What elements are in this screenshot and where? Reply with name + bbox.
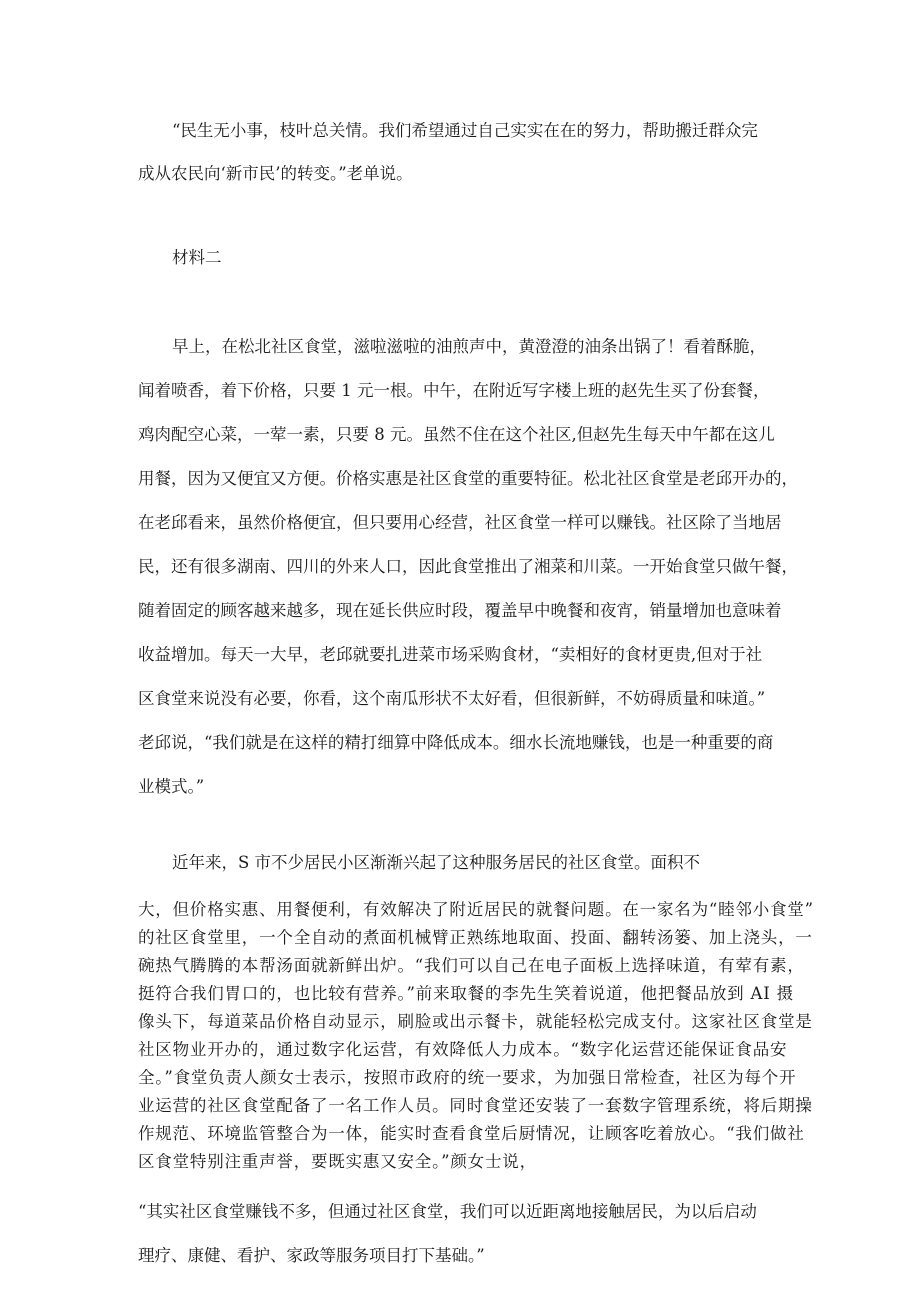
para4-line-2: 理疗、康健、看护、家政等服务项目打下基础。” — [138, 1246, 485, 1265]
para3-line-3: 的社区食堂里，一个全自动的煮面机械臂正熟练地取面、投面、翻转汤篓、加上浇头，一 — [138, 928, 813, 947]
para3-line-1: 近年来，S 市不少居民小区渐渐兴起了这种服务居民的社区食堂。面积不 — [172, 853, 701, 872]
para3-line-2: 大，但价格实惠、用餐便利，有效解决了附近居民的就餐问题。在一家名为“睦邻小食堂” — [138, 900, 814, 919]
para2-line-2: 闻着喷香，着下价格，只要 1 元一根。中午，在附近写字楼上班的赵先生买了份套餐， — [138, 381, 770, 400]
section-heading: 材料二 — [172, 248, 222, 267]
para2-line-9: 区食堂来说没有必要，你看，这个南瓜形状不太好看，但很新鲜，不妨碍质量和味道。” — [138, 689, 766, 708]
para2-line-6: 民，还有很多湖南、四川的外来人口，因此食堂推出了湘菜和川菜。一开始食堂只做午餐， — [138, 557, 798, 576]
para2-line-7: 随着固定的顾客越来越多，现在延长供应时段，覆盖早中晚餐和夜宵，销量增加也意味着 — [138, 601, 782, 620]
para3-line-10: 作规范、环境监管整合为一体，能实时查看食堂后厨情况，让顾客吃着放心。“我们做社 — [138, 1124, 805, 1143]
para2-line-10: 老邱说，“我们就是在这样的精打细算中降低成本。细水长流地赚钱，也是一种重要的商 — [138, 733, 774, 752]
para2-line-3: 鸡肉配空心菜，一荤一素，只要 8 元。虽然不住在这个社区,但赵先生每天中午都在这儿 — [138, 425, 775, 444]
para1-line-1: “民生无小事，枝叶总关情。我们希望通过自己实实在在的努力，帮助搬迁群众完 — [172, 121, 758, 140]
para3-line-6: 像头下，每道菜品价格自动显示，刷脸或出示餐卡，就能轻松完成支付。这家社区食堂是 — [138, 1012, 813, 1031]
para2-line-1: 早上，在松北社区食堂，滋啦滋啦的油煎声中，黄澄澄的油条出锅了！看着酥脆， — [172, 337, 766, 356]
para2-line-4: 用餐，因为又便宜又方便。价格实惠是社区食堂的重要特征。松北社区食堂是老邱开办的， — [138, 469, 798, 488]
para2-line-11: 业模式。” — [138, 777, 205, 796]
para3-line-5: 挺符合我们胃口的，也比较有营养。”前来取餐的李先生笑着说道，他把餐品放到 AI 摄 — [138, 984, 794, 1003]
para3-line-9: 业运营的社区食堂配备了一名工作人员。同时食堂还安装了一套数字管理系统，将后期操 — [138, 1096, 813, 1115]
para3-line-11: 区食堂特别注重声誉，要既实惠又安全。”颜女士说， — [138, 1152, 537, 1171]
para3-line-4: 碗热气腾腾的本帮汤面就新鲜出炉。“我们可以自己在电子面板上选择味道，有荤有素， — [138, 956, 805, 975]
para4-line-1: “其实社区食堂赚钱不多，但通过社区食堂，我们可以近距离地接触居民，为以后启动 — [138, 1202, 757, 1221]
para2-line-8: 收益增加。每天一大早，老邱就要扎进菜市场采购食材，“卖相好的食材更贵,但对于社 — [138, 645, 763, 664]
para3-line-7: 社区物业开办的，通过数字化运营，有效降低人力成本。“数字化运营还能保证食品安 — [138, 1040, 788, 1059]
para3-line-8: 全。”食堂负责人颜女士表示，按照市政府的统一要求，为加强日常检查，社区为每个开 — [138, 1068, 797, 1087]
para1-line-2: 成从农民向‘新市民’的转变。”老单说。 — [138, 164, 413, 183]
para2-line-5: 在老邱看来，虽然价格便宜，但只要用心经营，社区食堂一样可以赚钱。社区除了当地居 — [138, 513, 782, 532]
